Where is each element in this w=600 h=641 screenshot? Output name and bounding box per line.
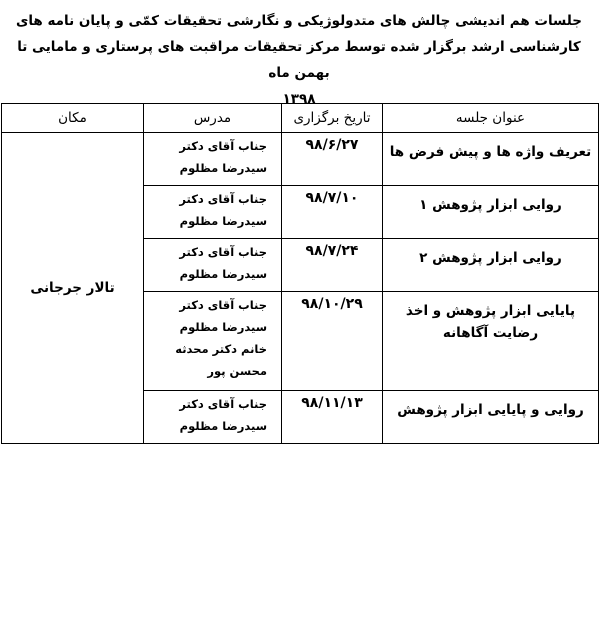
instructor-line: جناب آقای دکتر [179, 397, 267, 411]
session-date: ۹۸/۶/۲۷ [282, 133, 383, 186]
instructor-line: سیدرضا مظلوم [179, 419, 267, 433]
document-title [10, 8, 588, 112]
session-date: ۹۸/۱۰/۲۹ [282, 292, 383, 391]
instructor-line: جناب آقای دکتر [179, 298, 267, 312]
session-title: روایی ابزار پژوهش ۱ [383, 186, 599, 239]
table-header-row [2, 104, 599, 133]
session-instructor [144, 186, 282, 239]
table-row [2, 133, 599, 186]
title-line: ۱۳۹۸ [282, 91, 316, 107]
header-session-title: عنوان جلسه [383, 104, 599, 133]
session-title: تعریف واژه ها و پیش فرض ها [383, 133, 599, 186]
instructor-line: سیدرضا مظلوم [179, 320, 267, 334]
instructor-line: جناب آقای دکتر [179, 139, 267, 153]
session-instructor [144, 133, 282, 186]
session-instructor [144, 391, 282, 444]
instructor-line: محسن پور [207, 364, 267, 378]
instructor-line: جناب آقای دکتر [179, 192, 267, 206]
session-instructor [144, 239, 282, 292]
header-instructor: مدرس [144, 104, 282, 133]
instructor-line: خانم دکتر محدثه [175, 342, 267, 356]
title-line: جلسات هم اندیشی چالش های متدولوژیکی و نگارشی تحقیقات کمّی و پایان نامه های [15, 13, 582, 29]
instructor-line: سیدرضا مظلوم [179, 161, 267, 175]
session-date: ۹۸/۷/۱۰ [282, 186, 383, 239]
session-title: روایی و پایایی ابزار پژوهش [383, 391, 599, 444]
session-title: روایی ابزار پژوهش ۲ [383, 239, 599, 292]
session-date: ۹۸/۱۱/۱۳ [282, 391, 383, 444]
instructor-line: سیدرضا مظلوم [179, 267, 267, 281]
title-line: کارشناسی ارشد برگزار شده توسط مرکز تحقیقات مراقبت های پرستاری و مامایی تا بهمن ماه [17, 39, 581, 81]
instructor-line: جناب آقای دکتر [179, 245, 267, 259]
instructor-line: سیدرضا مظلوم [179, 214, 267, 228]
session-title: پایایی ابزار پژوهش و اخذ رضایت آگاهانه [383, 292, 599, 391]
header-location: مکان [2, 104, 144, 133]
session-location: تالار جرجانی [2, 133, 144, 444]
sessions-table [1, 103, 599, 444]
session-instructor [144, 292, 282, 391]
session-date: ۹۸/۷/۲۴ [282, 239, 383, 292]
header-date: تاریخ برگزاری [282, 104, 383, 133]
